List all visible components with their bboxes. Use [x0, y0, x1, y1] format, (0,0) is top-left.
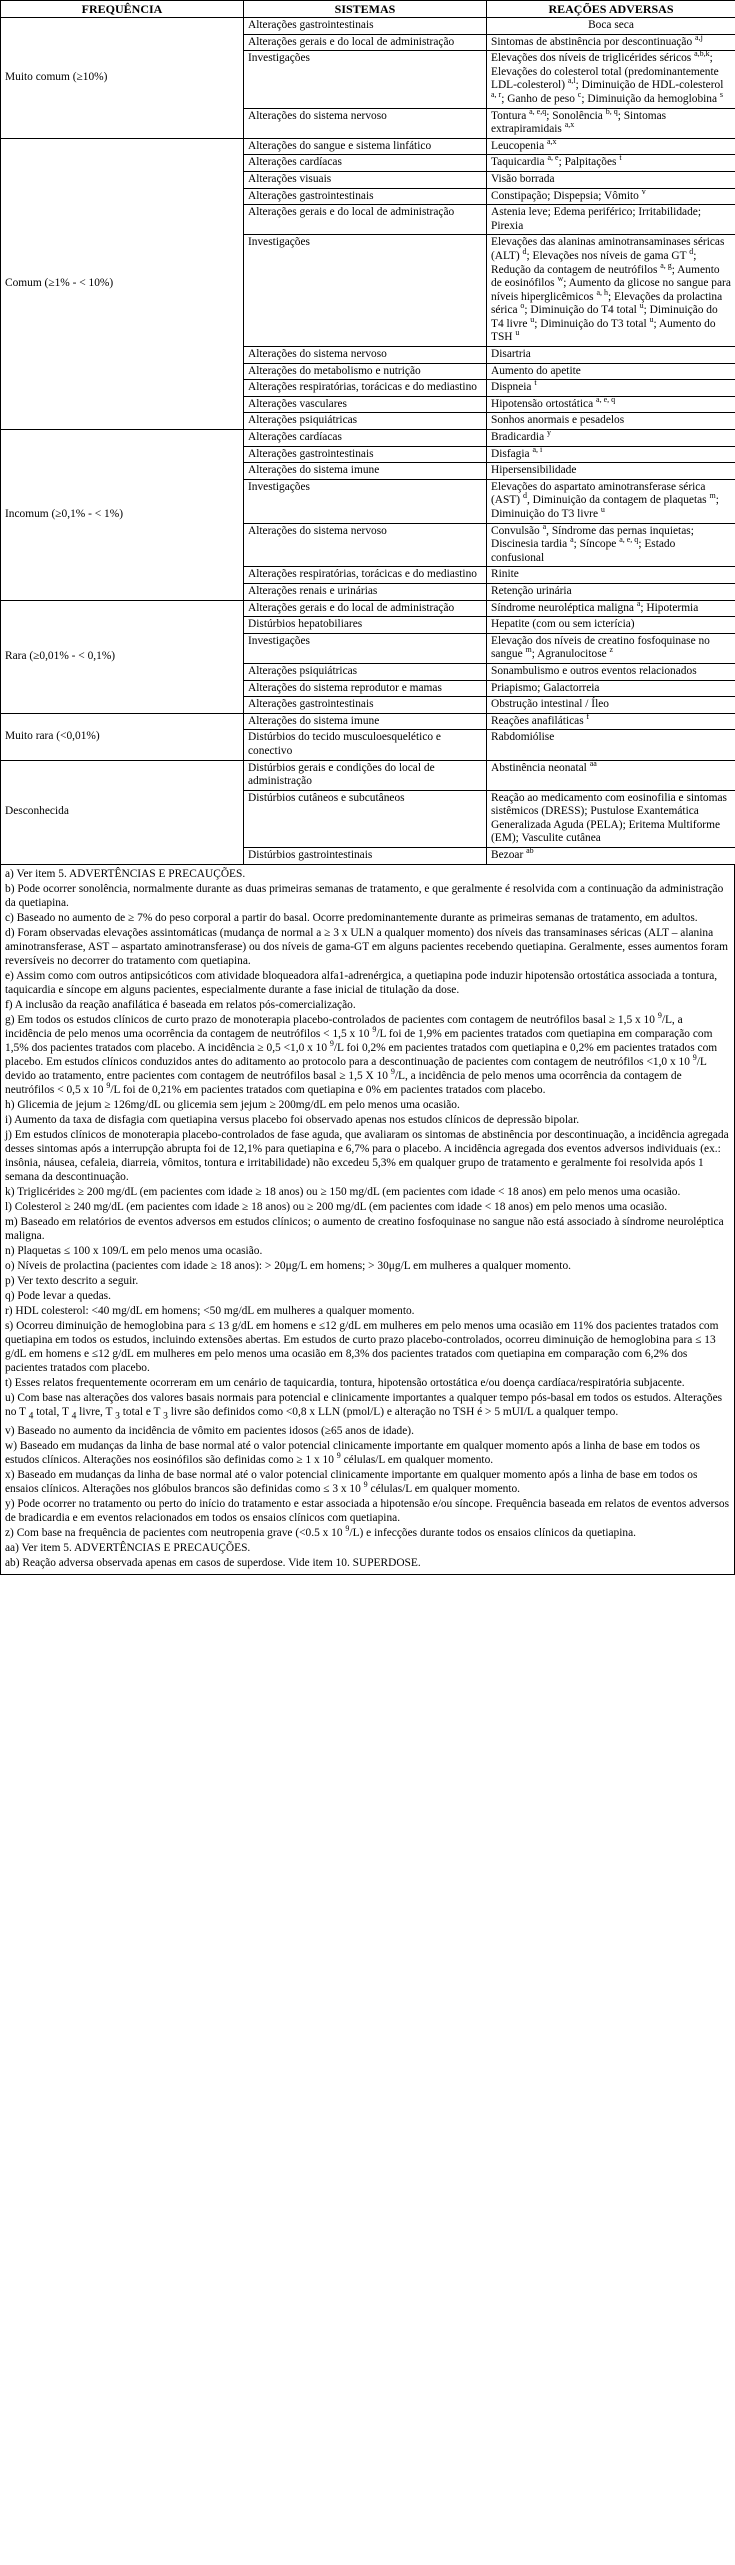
- footnote: q) Pode levar a quedas.: [5, 1289, 111, 1302]
- system-cell: Alterações do metabolismo e nutrição: [244, 363, 487, 380]
- footnote: m) Baseado em relatórios de eventos adversos em estudos clínicos; o aumento de creatino fosfoquinase no sangue não está associado à síndrome neuroléptica maligna.: [5, 1215, 724, 1242]
- reaction-cell: Visão borrada: [487, 171, 735, 188]
- footnote: n) Plaquetas ≤ 100 x 109/L em pelo menos uma ocasião.: [5, 1244, 263, 1257]
- footnote: k) Triglicérides ≥ 200 mg/dL (em pacientes com idade ≥ 18 anos) ou ≥ 150 mg/dL (em pacientes com idade < 18 anos) em pelo menos uma ocasião.: [5, 1185, 681, 1198]
- footnote: b) Pode ocorrer sonolência, normalmente durante as duas primeiras semanas de tratamento, e que geralmente é resolvida com a continuação da administração da quetiapina.: [5, 882, 724, 909]
- system-cell: Alterações do sistema nervoso: [244, 523, 487, 567]
- footnote: w) Baseado em mudanças da linha de base normal até o valor potencial clinicamente importante em qualquer momento após a linha de base em todos os estudos clínicos. Alterações nos eosinófilos são definidas como ≥ 1 x 10 $^9$ células/L em qualquer momento.: [5, 1439, 700, 1466]
- adverse-reactions-table-body: [1, 18, 735, 865]
- system-cell: Alterações respiratórias, torácicas e do mediastino: [244, 380, 487, 397]
- superscript: 9: [692, 1052, 697, 1062]
- footnote: e) Assim como com outros antipsicóticos com atividade bloqueadora alfa1-adrenérgica, a quetiapina pode induzir hipotensão ortostática associada a tontura, taquicardia e síncope em alguns pacientes, especialmente durante a fase inicial de titulação da dose.: [5, 969, 718, 996]
- system-cell: Investigações: [244, 235, 487, 347]
- system-cell: Investigações: [244, 633, 487, 663]
- reaction-cell: Convulsão $^a$, Síndrome das pernas inquietas; Discinesia tardia $^a$; Síncope $^{a, e, q}$; Estado confusional: [487, 523, 735, 567]
- system-cell: Alterações gerais e do local de administração: [244, 600, 487, 617]
- superscript: a, g: [660, 260, 672, 270]
- system-cell: Alterações gastrointestinais: [244, 18, 487, 35]
- reaction-cell: Elevação dos níveis de creatino fosfoquinase no sangue $^m$; Agranulocitose $^z$: [487, 633, 735, 663]
- superscript: a,x: [564, 120, 575, 130]
- reaction-cell: Taquicardia $^{a, e}$; Palpitações $^t$: [487, 155, 735, 172]
- superscript: t: [619, 153, 622, 163]
- footnote: p) Ver texto descrito a seguir.: [5, 1274, 139, 1287]
- reaction-cell: Sintomas de abstinência por descontinuação $^{a,j}$: [487, 34, 735, 51]
- system-cell: Alterações do sangue e sistema linfático: [244, 138, 487, 155]
- superscript: a, i: [532, 444, 543, 454]
- superscript: 9: [390, 1066, 395, 1076]
- reaction-cell: Elevações das alaninas aminotransaminases séricas (ALT) $^d$; Elevações nos níveis de gama GT $^d$; Redução da contagem de neutrófilos $^{a, g}$; Aumento de eosinófilos $^w$; Aumento da glicose no sangue para níveis hiperglicêmicos $^{a, h}$; Elevações da prolactina sérica $^o$; Diminuição do T4 total $^u$; Diminuição do T4 livre $^u$; Diminuição do T3 total $^u$; Aumento do TSH $^u$: [487, 235, 735, 347]
- reaction-cell: Retenção urinária: [487, 583, 735, 600]
- system-cell: Alterações psiquiátricas: [244, 413, 487, 430]
- reaction-cell: Leucopenia $^{a,x}$: [487, 138, 735, 155]
- system-cell: Alterações gerais e do local de administração: [244, 34, 487, 51]
- reaction-cell: Disartria: [487, 347, 735, 364]
- frequency-cell: Desconhecida: [1, 760, 244, 864]
- system-cell: Alterações do sistema imune: [244, 463, 487, 480]
- subscript: 3: [115, 1410, 120, 1421]
- superscript: 9: [336, 1451, 341, 1461]
- system-cell: Alterações gastrointestinais: [244, 697, 487, 714]
- table-header-row: [1, 1, 735, 18]
- reaction-cell: Dispneia $^t$: [487, 380, 735, 397]
- footnote: g) Em todos os estudos clínicos de curto prazo de monoterapia placebo-controlados de pacientes com contagem de neutrófilos basal ≥ 1,5 x 10 $^9$/L, a incidência de pelo menos uma ocorrência da contagem de neutrófilos < 1,5 x 10 $^9$/L foi de 1,9% em pacientes tratados com quetiapina em comparação com 1,5% dos pacientes tratados com placebo. A incidência ≥ 0,5 <1,0 x 10 $^9$/L foi 0,2% em pacientes tratados com quetiapina e 0,2% em pacientes tratados com placebo. Em estudos clínicos conduzidos antes do aditamento ao protocolo para a descontinuação de pacientes com contagem de neutrófilos <1,0 x 10 $^9$/L devido ao tratamento, entre pacientes com contagem de neutrófilos basal ≥ 1,5 X 10 $^9$/L, a incidência de pelo menos uma ocorrência da contagem de neutrófilos < 0,5 x 10 $^9$/L foi de 0,21% em pacientes tratados com quetiapina e 0% em pacientes tratados com placebo.: [5, 1010, 718, 1096]
- frequency-cell: Muito rara (<0,01%): [1, 713, 244, 760]
- reaction-cell: Astenia leve; Edema periférico; Irritabilidade; Pirexia: [487, 205, 735, 235]
- superscript: d: [689, 247, 694, 257]
- footnote: d) Foram observadas elevações assintomáticas (mudança de normal a ≥ 3 x ULN a qualquer momento) dos níveis das transaminases séricas (ALT – alanina aminotransferase, AST – aspartato aminotransferase) ou dos níveis de gama-GT em alguns pacientes recebendo quetiapina. Geralmente, esses aumentos foram reversíveis no decorrer do tratamento com quetiapina.: [5, 926, 728, 967]
- system-cell: Alterações psiquiátricas: [244, 663, 487, 680]
- system-cell: Investigações: [244, 51, 487, 108]
- system-cell: Alterações cardíacas: [244, 155, 487, 172]
- reaction-cell: Sonhos anormais e pesadelos: [487, 413, 735, 430]
- reaction-cell: Hepatite (com ou sem icterícia): [487, 617, 735, 634]
- reaction-cell: Bradicardia $^y$: [487, 430, 735, 447]
- superscript: a, h: [596, 287, 609, 297]
- table-row: [1, 713, 735, 730]
- system-cell: Alterações vasculares: [244, 396, 487, 413]
- frequency-cell: Comum (≥1% - < 10%): [1, 138, 244, 429]
- system-cell: Distúrbios gerais e condições do local de administração: [244, 760, 487, 790]
- superscript: a, e,q: [529, 106, 547, 116]
- superscript: 9: [363, 1480, 368, 1490]
- superscript: 9: [106, 1080, 111, 1090]
- reaction-cell: Rabdomiólise: [487, 730, 735, 760]
- superscript: c: [577, 90, 582, 100]
- frequency-cell: Muito comum (≥10%): [1, 18, 244, 139]
- superscript: f: [586, 711, 590, 721]
- system-cell: Distúrbios hepatobiliares: [244, 617, 487, 634]
- reaction-cell: Aumento do apetite: [487, 363, 735, 380]
- superscript: a: [542, 521, 547, 531]
- superscript: u: [639, 301, 644, 311]
- footnote: f) A inclusão da reação anafilática é baseada em relatos pós-comercialização.: [5, 998, 356, 1011]
- system-cell: Alterações do sistema reprodutor e mamas: [244, 680, 487, 697]
- footnote: aa) Ver item 5. ADVERTÊNCIAS E PRECAUÇÕES.: [5, 1541, 251, 1554]
- system-cell: Alterações gastrointestinais: [244, 188, 487, 205]
- reaction-cell: Hipersensibilidade: [487, 463, 735, 480]
- footnote: o) Níveis de prolactina (pacientes com idade ≥ 18 anos): > 20μg/L em homens; > 30μg/L em mulheres a qualquer momento.: [5, 1259, 571, 1272]
- footnote: u) Com base nas alterações dos valores basais normais para potencial e clinicamente importantes a qualquer tempo pós-basal em todos os estudos. Alterações no T $_4$ total, T $_4$ livre, T $_3$ total e T $_3$ livre são definidos como <0,8 x LLN (pmol/L) e alteração no TSH é > 5 mUI/L a qualquer tempo.: [5, 1391, 723, 1421]
- superscript: u: [649, 315, 654, 325]
- reaction-cell: Disfagia $^{a, i}$: [487, 446, 735, 463]
- superscript: o: [520, 301, 525, 311]
- reaction-cell: Elevações do aspartato aminotransferase sérica (AST) $^d$, Diminuição da contagem de plaquetas $^m$; Diminuição do T3 livre $^u$: [487, 479, 735, 523]
- system-cell: Alterações do sistema nervoso: [244, 108, 487, 138]
- footnote: y) Pode ocorrer no tratamento ou perto do início do tratamento e estar associada a hipotensão e/ou síncope. Frequência baseada em relatos de eventos adversos de bradicardia e em eventos relacionados em todos os ensaios clínicos com quetiapina.: [5, 1497, 730, 1524]
- reaction-cell: Rinite: [487, 567, 735, 584]
- system-cell: Distúrbios do tecido musculoesquelético e conectivo: [244, 730, 487, 760]
- footnote: z) Com base na frequência de pacientes com neutropenia grave (<0.5 x 10 $^9$/L) e infecções durante todos os ensaios clínicos da quetiapina.: [5, 1524, 636, 1539]
- system-cell: Alterações visuais: [244, 171, 487, 188]
- subscript: 4: [28, 1410, 34, 1421]
- system-cell: Alterações respiratórias, torácicas e do mediastino: [244, 567, 487, 584]
- table-row: [1, 760, 735, 790]
- reaction-cell: Constipação; Dispepsia; Vômito $^v$: [487, 188, 735, 205]
- reaction-cell: Hipotensão ortostática $^{a, e, q}$: [487, 396, 735, 413]
- frequency-cell: Rara (≥0,01% - < 0,1%): [1, 600, 244, 713]
- column-header-frequency: FREQUÊNCIA: [1, 1, 244, 18]
- superscript: s: [719, 90, 724, 100]
- footnote: x) Baseado em mudanças da linha de base normal até o valor potencial clinicamente importante em qualquer momento após a linha de base em todos os ensaios clínicos. Alterações nos glóbulos brancos são definidas como ≤ 3 x 10 $^9$ células/L em qualquer momento.: [5, 1468, 698, 1495]
- superscript: a: [636, 598, 641, 608]
- reaction-cell: Boca seca: [487, 18, 735, 35]
- superscript: ab: [526, 846, 534, 856]
- reaction-cell: Priapismo; Galactorreia: [487, 680, 735, 697]
- superscript: a, e: [547, 153, 559, 163]
- superscript: a, e, q: [619, 535, 639, 545]
- table-row: [1, 600, 735, 617]
- superscript: a,b,k: [694, 49, 710, 59]
- superscript: a, r: [491, 90, 502, 100]
- footnote: i) Aumento da taxa de disfagia com quetiapina versus placebo foi observado apenas nos estudos clínicos de depressão bipolar.: [5, 1113, 580, 1126]
- reaction-cell: Obstrução intestinal / Íleo: [487, 697, 735, 714]
- superscript: y: [546, 428, 551, 438]
- system-cell: Alterações do sistema nervoso: [244, 347, 487, 364]
- reaction-cell: Tontura $^{a, e,q}$; Sonolência $^{b, q}$; Sintomas extrapiramidais $^{a,x}$: [487, 108, 735, 138]
- superscript: d: [522, 247, 527, 257]
- reaction-cell: Bezoar $^{ab}$: [487, 848, 735, 865]
- reaction-cell: Síndrome neuroléptica maligna $^a$; Hipotermia: [487, 600, 735, 617]
- system-cell: Alterações gerais e do local de administração: [244, 205, 487, 235]
- footnote: a) Ver item 5. ADVERTÊNCIAS E PRECAUÇÕES.: [5, 867, 246, 880]
- superscript: a,j: [695, 32, 703, 42]
- frequency-cell: Incomum (≥0,1% - < 1%): [1, 430, 244, 601]
- superscript: 9: [657, 1010, 662, 1020]
- footnote: s) Ocorreu diminuição de hemoglobina para ≤ 13 g/dL em homens e ≤12 g/dL em mulheres em pelo menos uma ocasião em 11% dos pacientes tratados com quetiapina em todos os estudos, incluindo extensões abertas. Em estudos de curto prazo placebo-controlados, ocorreu diminuição de hemoglobina para ≤ 13 g/dL em homens e ≤12 g/dL em mulheres em pelo menos uma ocasião em 8,3% dos pacientes tratados com quetiapina em comparação com 6,2% dos pacientes tratados com placebo.: [5, 1319, 719, 1374]
- system-cell: Alterações renais e urinárias: [244, 583, 487, 600]
- reaction-cell: Elevações dos níveis de triglicérides séricos $^{a,b,k}$; Elevações do colesterol total (predominantemente LDL-colesterol) $^{a,l}$; Diminuição de HDL-colesterol $^{a, r}$; Ganho de peso $^c$; Diminuição da hemoglobina $^s$: [487, 51, 735, 108]
- reaction-cell: Reações anafiláticas $^f$: [487, 713, 735, 730]
- superscript: m: [709, 491, 716, 501]
- system-cell: Alterações gastrointestinais: [244, 446, 487, 463]
- footnote: c) Baseado no aumento de ≥ 7% do peso corporal a partir do basal. Ocorre predominantemente durante as primeiras semanas de tratamento, em adultos.: [5, 911, 698, 924]
- footnote: v) Baseado no aumento da incidência de vômito em pacientes idosos (≥65 anos de idade).: [5, 1424, 414, 1437]
- reaction-cell: Reação ao medicamento com eosinofilia e sintomas sistêmicos (DRESS); Pustulose Exantemática Generalizada Aguda (PELA); Eritema Multiforme (EM); Vasculite cutânea: [487, 790, 735, 847]
- system-cell: Alterações do sistema imune: [244, 713, 487, 730]
- superscript: a,x: [546, 136, 557, 146]
- superscript: t: [534, 378, 537, 388]
- table-row: [1, 18, 735, 35]
- superscript: u: [530, 315, 535, 325]
- superscript: v: [641, 186, 646, 196]
- system-cell: Distúrbios cutâneos e subcutâneos: [244, 790, 487, 847]
- superscript: d: [522, 491, 527, 501]
- superscript: aa: [589, 758, 597, 768]
- superscript: b, q: [605, 106, 618, 116]
- table-row: [1, 138, 735, 155]
- reaction-cell: Sonambulismo e outros eventos relacionados: [487, 663, 735, 680]
- footnote: ab) Reação adversa observada apenas em casos de superdose. Vide item 10. SUPERDOSE.: [5, 1556, 421, 1569]
- column-header-reactions: REAÇÕES ADVERSAS: [487, 1, 735, 18]
- system-cell: Investigações: [244, 479, 487, 523]
- system-cell: Alterações cardíacas: [244, 430, 487, 447]
- superscript: 9: [345, 1524, 350, 1534]
- footnote: h) Glicemia de jejum ≥ 126mg/dL ou glicemia sem jejum ≥ 200mg/dL em pelo menos uma ocasião.: [5, 1098, 460, 1111]
- superscript: m: [525, 645, 532, 655]
- superscript: a, e, q: [596, 395, 616, 405]
- footnote: l) Colesterol ≥ 240 mg/dL (em pacientes com idade ≥ 18 anos) ou ≥ 200 mg/dL (em pacientes com idade < 18 anos) em pelo menos uma ocasião.: [5, 1200, 668, 1213]
- superscript: u: [515, 328, 520, 338]
- superscript: w: [557, 274, 564, 284]
- subscript: 4: [71, 1410, 77, 1421]
- footnotes: [0, 865, 735, 1575]
- superscript: u: [600, 505, 605, 515]
- column-header-systems: SISTEMAS: [244, 1, 487, 18]
- footnote: r) HDL colesterol: <40 mg/dL em homens; <50 mg/dL em mulheres a qualquer momento.: [5, 1304, 415, 1317]
- subscript: 3: [163, 1410, 168, 1421]
- system-cell: Distúrbios gastrointestinais: [244, 848, 487, 865]
- superscript: z: [609, 645, 614, 655]
- table-row: [1, 430, 735, 447]
- superscript: a: [570, 535, 574, 545]
- reaction-cell: Abstinência neonatal $^{aa}$: [487, 760, 735, 790]
- adverse-reactions-table: [0, 0, 735, 865]
- superscript: 9: [329, 1038, 334, 1048]
- footnote: j) Em estudos clínicos de monoterapia placebo-controlados de fase aguda, que avaliaram os sintomas de abstinência por descontinuação, a incidência agregada desses sintomas após a interrupção abrupta foi de 12,1% para quetiapina e 6,7% para o placebo. A incidência agregada dos eventos adversos individuais (ex.: insônia, náusea, cefaleia, diarreia, vômitos, tontura e irritabilidade) não excedeu 5,3% em qualquer grupo de tratamento e geralmente foi resolvida após 1 semana da descontinuação.: [5, 1128, 729, 1183]
- superscript: a,l: [567, 76, 576, 86]
- superscript: 9: [372, 1024, 377, 1034]
- footnote: t) Esses relatos frequentemente ocorreram em um cenário de taquicardia, tontura, hipotensão ortostática e/ou doença cardíaca/respiratória subjacente.: [5, 1376, 685, 1389]
